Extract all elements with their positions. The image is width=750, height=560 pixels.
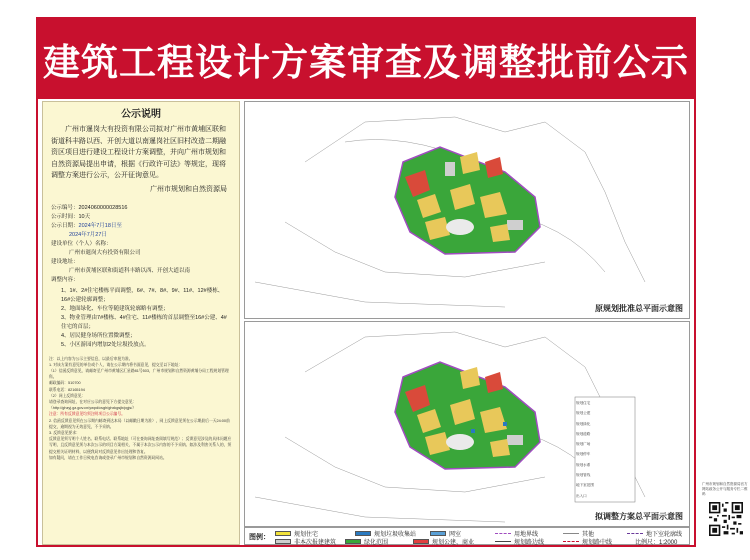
legend-swatch: [563, 533, 579, 534]
change-item: 2、地面绿化、车位等随建筑轮廓略有调整；: [61, 305, 169, 312]
table-row: 规划道路: [576, 431, 591, 436]
legend-item: 规划路中线: [563, 537, 612, 546]
notice-intro: 广州市暹岗大有投资有限公司拟对广州市黄埔区联和街道科丰路以西、开创大道以南暹岗社区旧村改造二期融资区项目进行建设工程设计方案调整，并向广州市规划和自然资源局提出申请，根据《行政许可法》等规定，现将调整方案进行公示，公开征询意见。: [51, 126, 226, 179]
title-banner: [38, 19, 694, 99]
legend-swatch: [413, 539, 429, 544]
legend-swatch: [563, 541, 579, 542]
change-item: 4、居民健身场所位置微调整；: [61, 332, 136, 339]
fine-line: 请登录查询网址，在对应公示的意见下方提交意见：: [49, 399, 137, 404]
table-row: 地下室范围: [576, 483, 594, 488]
notice-signature: 广州市规划和自然资源局: [150, 185, 227, 193]
table-row: 规划水系: [576, 462, 591, 467]
page-title: 建筑工程设计方案审查及调整批前公示: [43, 42, 689, 83]
legend-item: 其他: [563, 529, 594, 538]
fine-line: 反馈意见须写明个人姓名、联系电话、联系地址（可在查询网址查阅填写规范）；反馈意见涉及的具体问题应写明，且反馈意见须与本次公示的项目方案相关，不属于本次公示内容的不予采纳。如涉及利害关系人的，须提交相关证明材料，以便我局对反馈意见作出处理和答复。: [49, 437, 232, 454]
date-from: 2024年7月18日至: [78, 222, 122, 229]
index-table: [576, 398, 634, 501]
table-row: 规划停车: [576, 452, 591, 457]
qr-caption: 广州市规划和自然资源局官方网站政务公开与服务专栏二维码: [702, 482, 748, 496]
original-site-plan-drawing: [245, 102, 690, 319]
table-row: 规划广场: [576, 442, 591, 447]
legend-swatch: [495, 533, 511, 534]
location-label: 建设地址：: [51, 258, 79, 265]
notice-meta: [43, 194, 239, 285]
table-row: 出入口: [576, 493, 587, 498]
legend-item: 绿化范围: [345, 537, 388, 546]
feedback-instructions: [43, 350, 239, 461]
fine-line: 3. 反馈意见要求：: [49, 430, 80, 435]
fine-line: （1）信函反馈意见，请邮寄至广州市黄埔区汇星路81号503，广州市规划和自然资源黄埔分局工程规划管理科。: [49, 368, 229, 380]
legend-item: 地下室轮廓线: [627, 529, 682, 538]
legend-swatch: [345, 539, 361, 544]
change-list: [43, 285, 239, 350]
legend-swatch: [275, 539, 291, 544]
fine-line: 联系电话：82165194: [49, 387, 85, 392]
notice-heading: 公示说明: [121, 109, 161, 120]
change-item: 5、小区游园内增加2处垃圾投放点。: [61, 341, 150, 348]
legend-item: 网室: [430, 529, 461, 538]
table-row: 规划公建: [576, 411, 591, 416]
original-plan-caption: 原规划批准总平面示意图: [595, 304, 683, 313]
fine-line: 1. 对该方案有意见的单位或个人，请在公示期内将书面意见，提交至以下地址：: [49, 362, 183, 367]
notice-board: [36, 17, 696, 547]
adjusted-plan-caption: 拟调整方案总平面示意图: [595, 512, 683, 521]
notice-serial: 公示编号：2024060000028516: [51, 204, 128, 211]
legend-title: 图例：: [249, 534, 270, 541]
fine-line-warning: 注意：所有反馈意见均须注明项目公示编号。: [49, 412, 125, 417]
legend-item: 规划住宅: [275, 529, 318, 538]
feedback-url[interactable]: （http://ghzyj.gz.gov.cn/ywpd/csgh/ghxkgsjb/pgjs/）: [49, 406, 137, 411]
legend-item: 非本次报建建筑: [275, 537, 336, 546]
qr-code[interactable]: [709, 502, 743, 536]
fine-line: （2）网上反馈意见：: [49, 393, 86, 398]
applicant-name: 广州市暹岗大有投资有限公司: [69, 249, 141, 256]
fine-line: 注：以上内容为公示主要信息，以最后审批为准。: [49, 356, 133, 361]
location-value: 广州市黄埔区联和街道科丰路以西、开创大道以南: [69, 267, 191, 274]
scale-bar: 比例尺：1:2000: [635, 540, 678, 546]
legend-swatch: [495, 541, 511, 542]
legend-swatch: [355, 531, 371, 536]
legend-item: 规划公建、商业: [413, 537, 474, 546]
table-row: 规划管线: [576, 473, 591, 478]
table-row: 规划住宅: [576, 401, 591, 405]
plan-legend: [244, 527, 690, 545]
original-site-plan: [244, 101, 690, 319]
adjusted-site-plan: [244, 321, 690, 527]
date-to: 2024年7月27日: [69, 231, 107, 238]
change-item: 1、1#、2#住宅楼栋平面调整，6#、7#、8#、9#、11#、12#楼栋、16#公建轮廓调整；: [61, 287, 224, 303]
legend-swatch: [627, 533, 643, 534]
legend-item: 规划垃圾收集站: [355, 529, 416, 538]
applicant-label: 建设单位（个人）名称：: [51, 240, 112, 247]
notice-period: 公示时间：10天: [51, 213, 91, 220]
content-label: 调整内容：: [51, 276, 79, 283]
table-row: 规划绿化: [576, 421, 591, 426]
notice-description-panel: [42, 101, 240, 545]
legend-item: 规划路边线: [495, 537, 544, 546]
notice-date: 公示日期：2024年7月18日至: [51, 222, 122, 229]
fine-line: 如有疑问，请在工作日致电咨询或登录广州市规划和自然资源局网站。: [49, 455, 167, 460]
legend-swatch: [275, 531, 291, 536]
legend-item: 用地界线: [495, 529, 538, 538]
legend-swatch: [430, 531, 446, 536]
fine-line: 2. 信函反馈意见须在公示期内邮寄到达本局（以邮戳日期为准），网上反馈意见须在公示期最后一天24:00前提交，逾期视为无效意见，不予采纳。: [49, 418, 230, 429]
change-item: 3、物业管理由7#楼栋、4#住宅、11#楼栋的首层调整至16#公建、4#住宅的首层；: [61, 314, 227, 330]
fine-line: 邮政编码：510700: [49, 381, 81, 386]
